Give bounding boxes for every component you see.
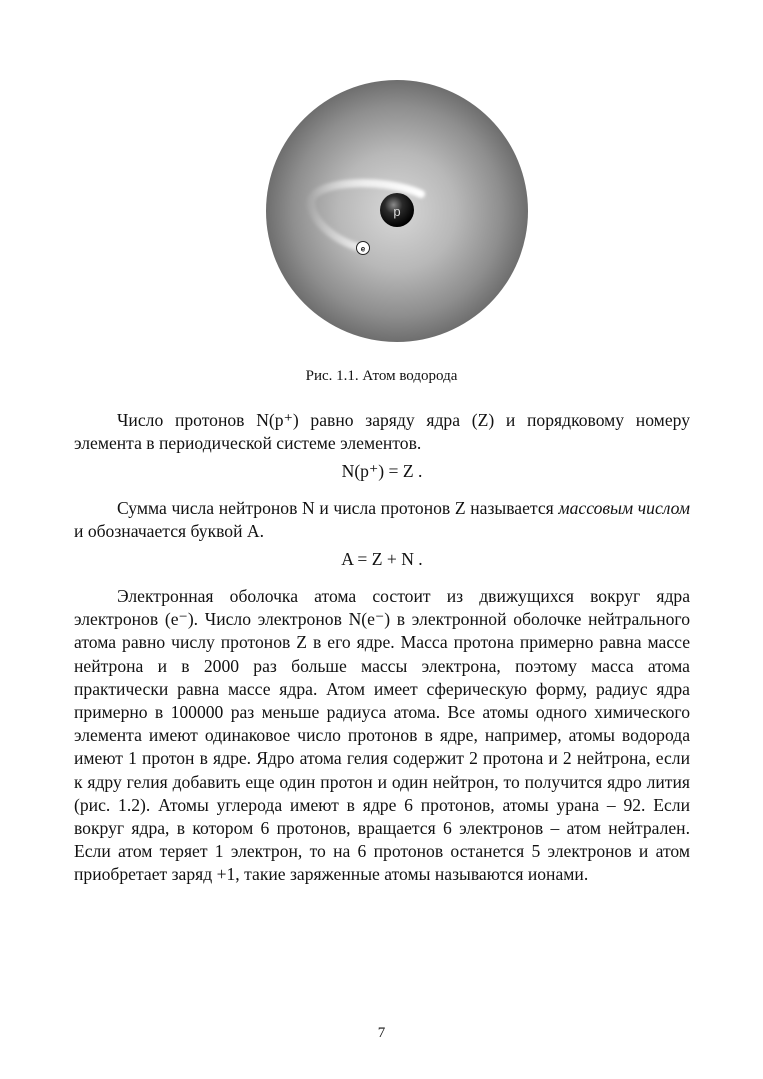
paragraph-protons: Число протонов N(p⁺) равно заряду ядра (Z) и порядковому номеру элемента в периодической системе элементов. bbox=[74, 410, 690, 454]
paragraph-mass-number-part2: и обозначается буквой A. bbox=[74, 521, 265, 542]
hydrogen-atom-figure bbox=[266, 80, 528, 342]
mass-number-term: массовым числом bbox=[558, 498, 691, 518]
paragraph-mass-number bbox=[74, 497, 690, 543]
figure-caption: Рис. 1.1. Атом водорода bbox=[305, 368, 458, 384]
nucleus-label: p bbox=[393, 204, 401, 219]
formula-protons: N(p⁺) = Z . bbox=[341, 461, 423, 481]
formula-mass-number: A = Z + N . bbox=[341, 549, 423, 569]
paragraph-electron-shell: Электронная оболочка атома состоит из движущихся вокруг ядра электронов (e⁻). Число электронов N(e⁻) в электронной оболочке нейтрального атома равно числу протонов Z в его ядре. Масса протона примерно равна массе нейтрона и в 2000 раз больше массы электрона, поэтому масса атома практически равна массе ядра. Атом имеет сферическую форму, радиус ядра примерно в 100000 раз меньше радиуса атома. Все атомы одного химического элемента имеют одинаковое число протонов в ядре, например, атомы водорода имеют 1 протон в ядре. Ядро атома гелия содержит 2 протона и 2 нейтрона, если к ядру гелия добавить еще один протон и один нейтрон, то получится ядро лития (рис. 1.2). Атомы углерода имеют в ядре 6 протонов, атомы урана – 92. Если вокруг ядра, в котором 6 протонов, вращается 6 электронов – атом нейтрален. Если атом теряет 1 электрон, то на 6 протонов останется 5 электронов и атом приобретает заряд +1, такие заряженные атомы называются ионами. bbox=[74, 586, 690, 885]
electron-label: e bbox=[360, 244, 366, 254]
page-number: 7 bbox=[377, 1025, 386, 1041]
paragraph-mass-number-part1: Сумма числа нейтронов N и числа протонов Z называется bbox=[117, 498, 559, 518]
hydrogen-atom-illustration bbox=[266, 80, 528, 342]
